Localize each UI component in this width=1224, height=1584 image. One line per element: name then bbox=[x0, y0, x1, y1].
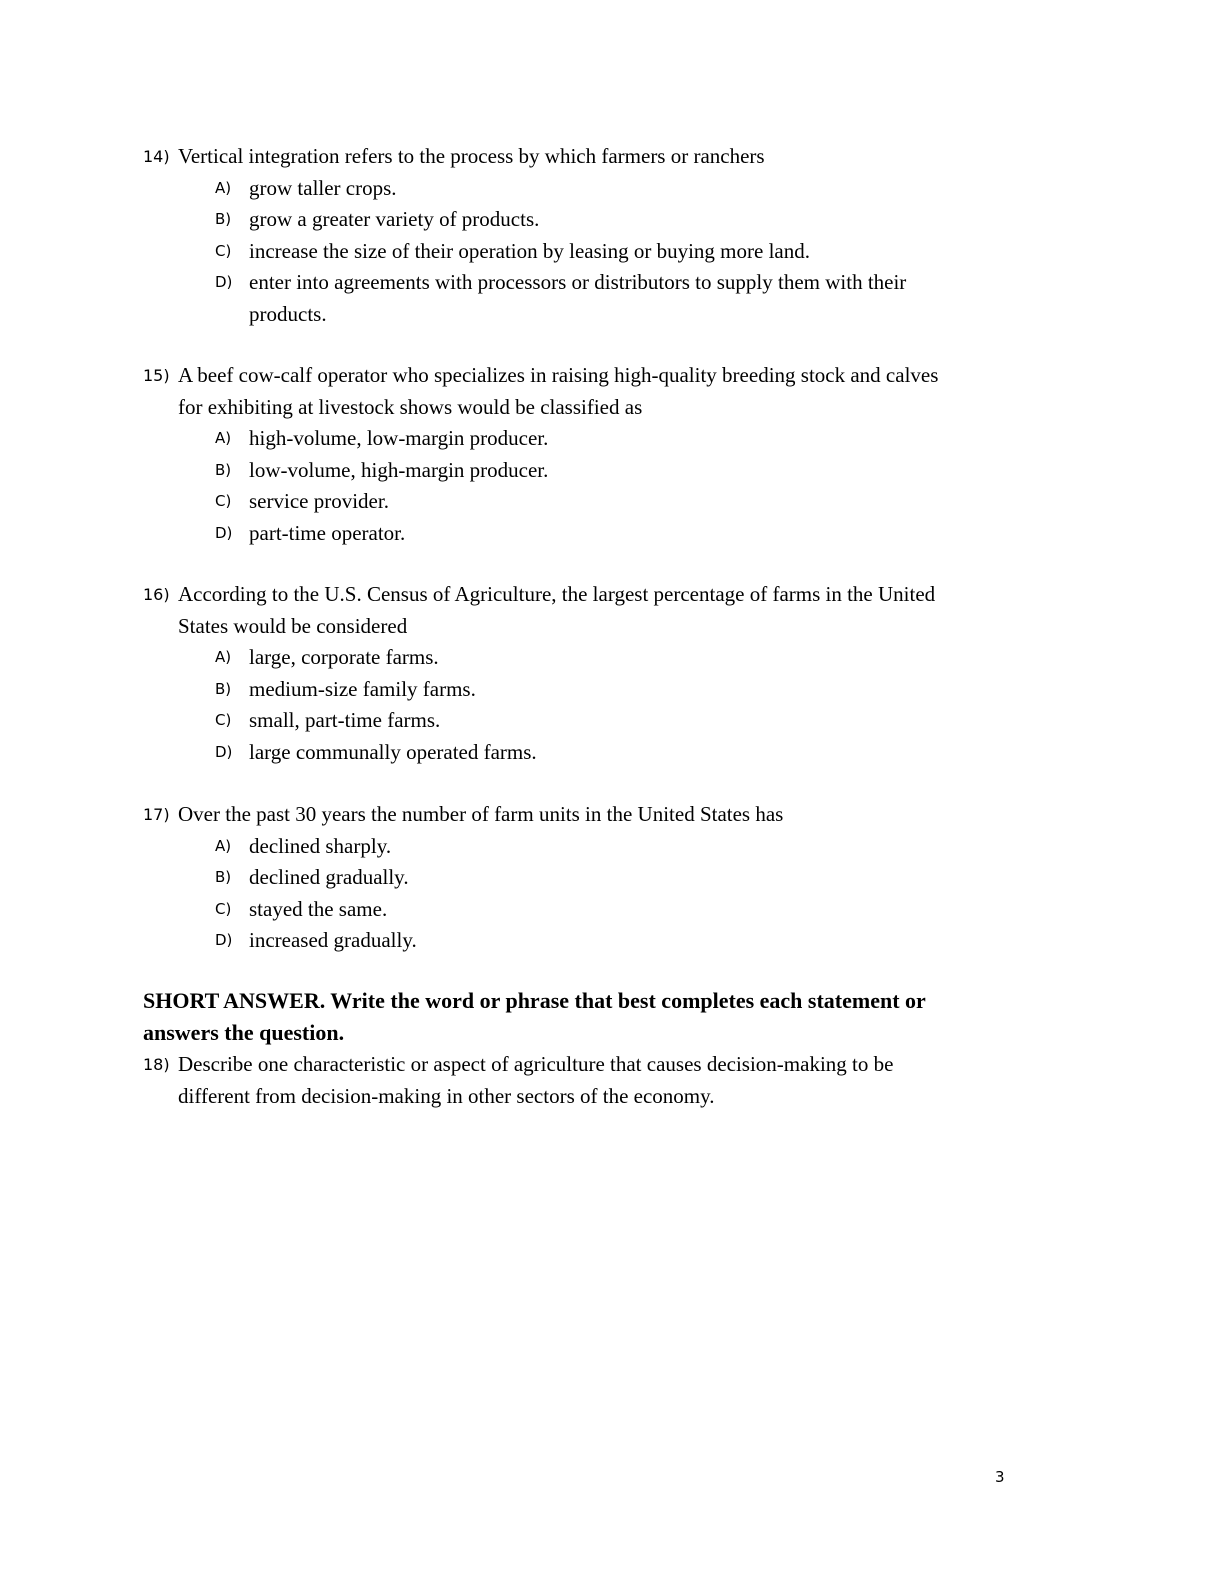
option-letter: A) bbox=[215, 178, 232, 197]
question-stem bbox=[143, 141, 1063, 173]
option-a bbox=[143, 642, 1063, 674]
question-text: A beef cow-calf operator who specializes in raising high-quality breeding stock and calves bbox=[178, 363, 939, 387]
option-letter: A) bbox=[215, 429, 232, 447]
option-letter: D) bbox=[215, 273, 233, 291]
question-stem bbox=[143, 360, 1063, 392]
question-text: States would be considered bbox=[178, 613, 408, 638]
question-text: Vertical integration refers to the process by which farmers or ranchers bbox=[178, 144, 765, 168]
option-letter: C) bbox=[215, 899, 232, 918]
question-text: Describe one characteristic or aspect of agriculture that causes decision-making to be bbox=[178, 1052, 894, 1076]
option-letter: B) bbox=[215, 460, 232, 479]
option-letter: D) bbox=[215, 523, 233, 542]
option-c bbox=[143, 705, 1063, 737]
question-text: different from decision-making in other sectors of the economy. bbox=[178, 1083, 715, 1108]
option-letter: B) bbox=[215, 679, 232, 698]
option-text: declined gradually. bbox=[249, 865, 409, 889]
option-text: grow taller crops. bbox=[249, 175, 397, 200]
option-text: declined sharply. bbox=[249, 833, 392, 858]
option-letter: C) bbox=[215, 241, 232, 260]
option-b bbox=[143, 862, 1063, 894]
option-d bbox=[143, 925, 1063, 957]
question-number: 18) bbox=[143, 1055, 170, 1074]
question-stem-continued bbox=[143, 611, 1063, 643]
option-text: enter into agreements with processors or distributors to supply them with their bbox=[249, 270, 907, 294]
section-heading bbox=[143, 985, 1043, 1049]
option-letter: C) bbox=[215, 711, 232, 729]
option-text: low-volume, high-margin producer. bbox=[249, 457, 549, 482]
question-number: 17) bbox=[143, 805, 170, 824]
option-text: increase the size of their operation by leasing or buying more land. bbox=[249, 238, 810, 263]
question-14 bbox=[143, 141, 1063, 330]
question-text: According to the U.S. Census of Agriculture, the largest percentage of farms in the United bbox=[178, 582, 936, 606]
option-text: large communally operated farms. bbox=[249, 739, 537, 764]
option-letter: A) bbox=[215, 648, 232, 666]
option-letter: C) bbox=[215, 492, 232, 510]
option-text: grow a greater variety of products. bbox=[249, 207, 540, 231]
option-c bbox=[143, 894, 1063, 926]
option-letter: D) bbox=[215, 742, 233, 761]
question-stem-continued bbox=[143, 1081, 1063, 1113]
option-text: medium-size family farms. bbox=[249, 676, 476, 701]
option-text: products. bbox=[249, 301, 327, 326]
option-text: large, corporate farms. bbox=[249, 645, 439, 669]
option-d bbox=[143, 267, 1063, 299]
question-number: 15) bbox=[143, 366, 170, 385]
question-text: Over the past 30 years the number of farm units in the United States has bbox=[178, 802, 784, 826]
option-b bbox=[143, 674, 1063, 706]
option-d-continued bbox=[143, 299, 1063, 331]
option-letter: B) bbox=[215, 210, 232, 228]
option-d bbox=[143, 518, 1063, 550]
question-text: for exhibiting at livestock shows would be classified as bbox=[178, 394, 643, 419]
option-c bbox=[143, 486, 1063, 518]
option-b bbox=[143, 455, 1063, 487]
option-letter: B) bbox=[215, 868, 232, 886]
question-15 bbox=[143, 360, 1063, 549]
option-d bbox=[143, 737, 1063, 769]
option-text: stayed the same. bbox=[249, 896, 388, 921]
option-b bbox=[143, 204, 1063, 236]
question-18 bbox=[143, 1049, 1063, 1112]
option-a bbox=[143, 831, 1063, 863]
option-text: increased gradually. bbox=[249, 928, 417, 952]
option-text: part-time operator. bbox=[249, 520, 406, 545]
question-17 bbox=[143, 799, 1063, 957]
option-text: high-volume, low-margin producer. bbox=[249, 426, 549, 450]
option-text: service provider. bbox=[249, 489, 389, 513]
option-a bbox=[143, 423, 1063, 455]
question-16 bbox=[143, 579, 1063, 768]
question-stem-continued bbox=[143, 392, 1063, 424]
option-a bbox=[143, 173, 1063, 205]
question-number: 16) bbox=[143, 585, 170, 604]
question-number: 14) bbox=[143, 147, 170, 166]
option-letter: D) bbox=[215, 931, 233, 949]
page-number: 3 bbox=[995, 1468, 1005, 1486]
section-heading-line-1: SHORT ANSWER. Write the word or phrase that best completes each statement or bbox=[143, 988, 926, 1013]
question-stem bbox=[143, 799, 1063, 831]
option-text: small, part-time farms. bbox=[249, 708, 441, 732]
section-heading-line-2: answers the question. bbox=[143, 1020, 345, 1045]
option-c bbox=[143, 236, 1063, 268]
option-letter: A) bbox=[215, 836, 232, 855]
question-stem bbox=[143, 1049, 1063, 1081]
question-stem bbox=[143, 579, 1063, 611]
